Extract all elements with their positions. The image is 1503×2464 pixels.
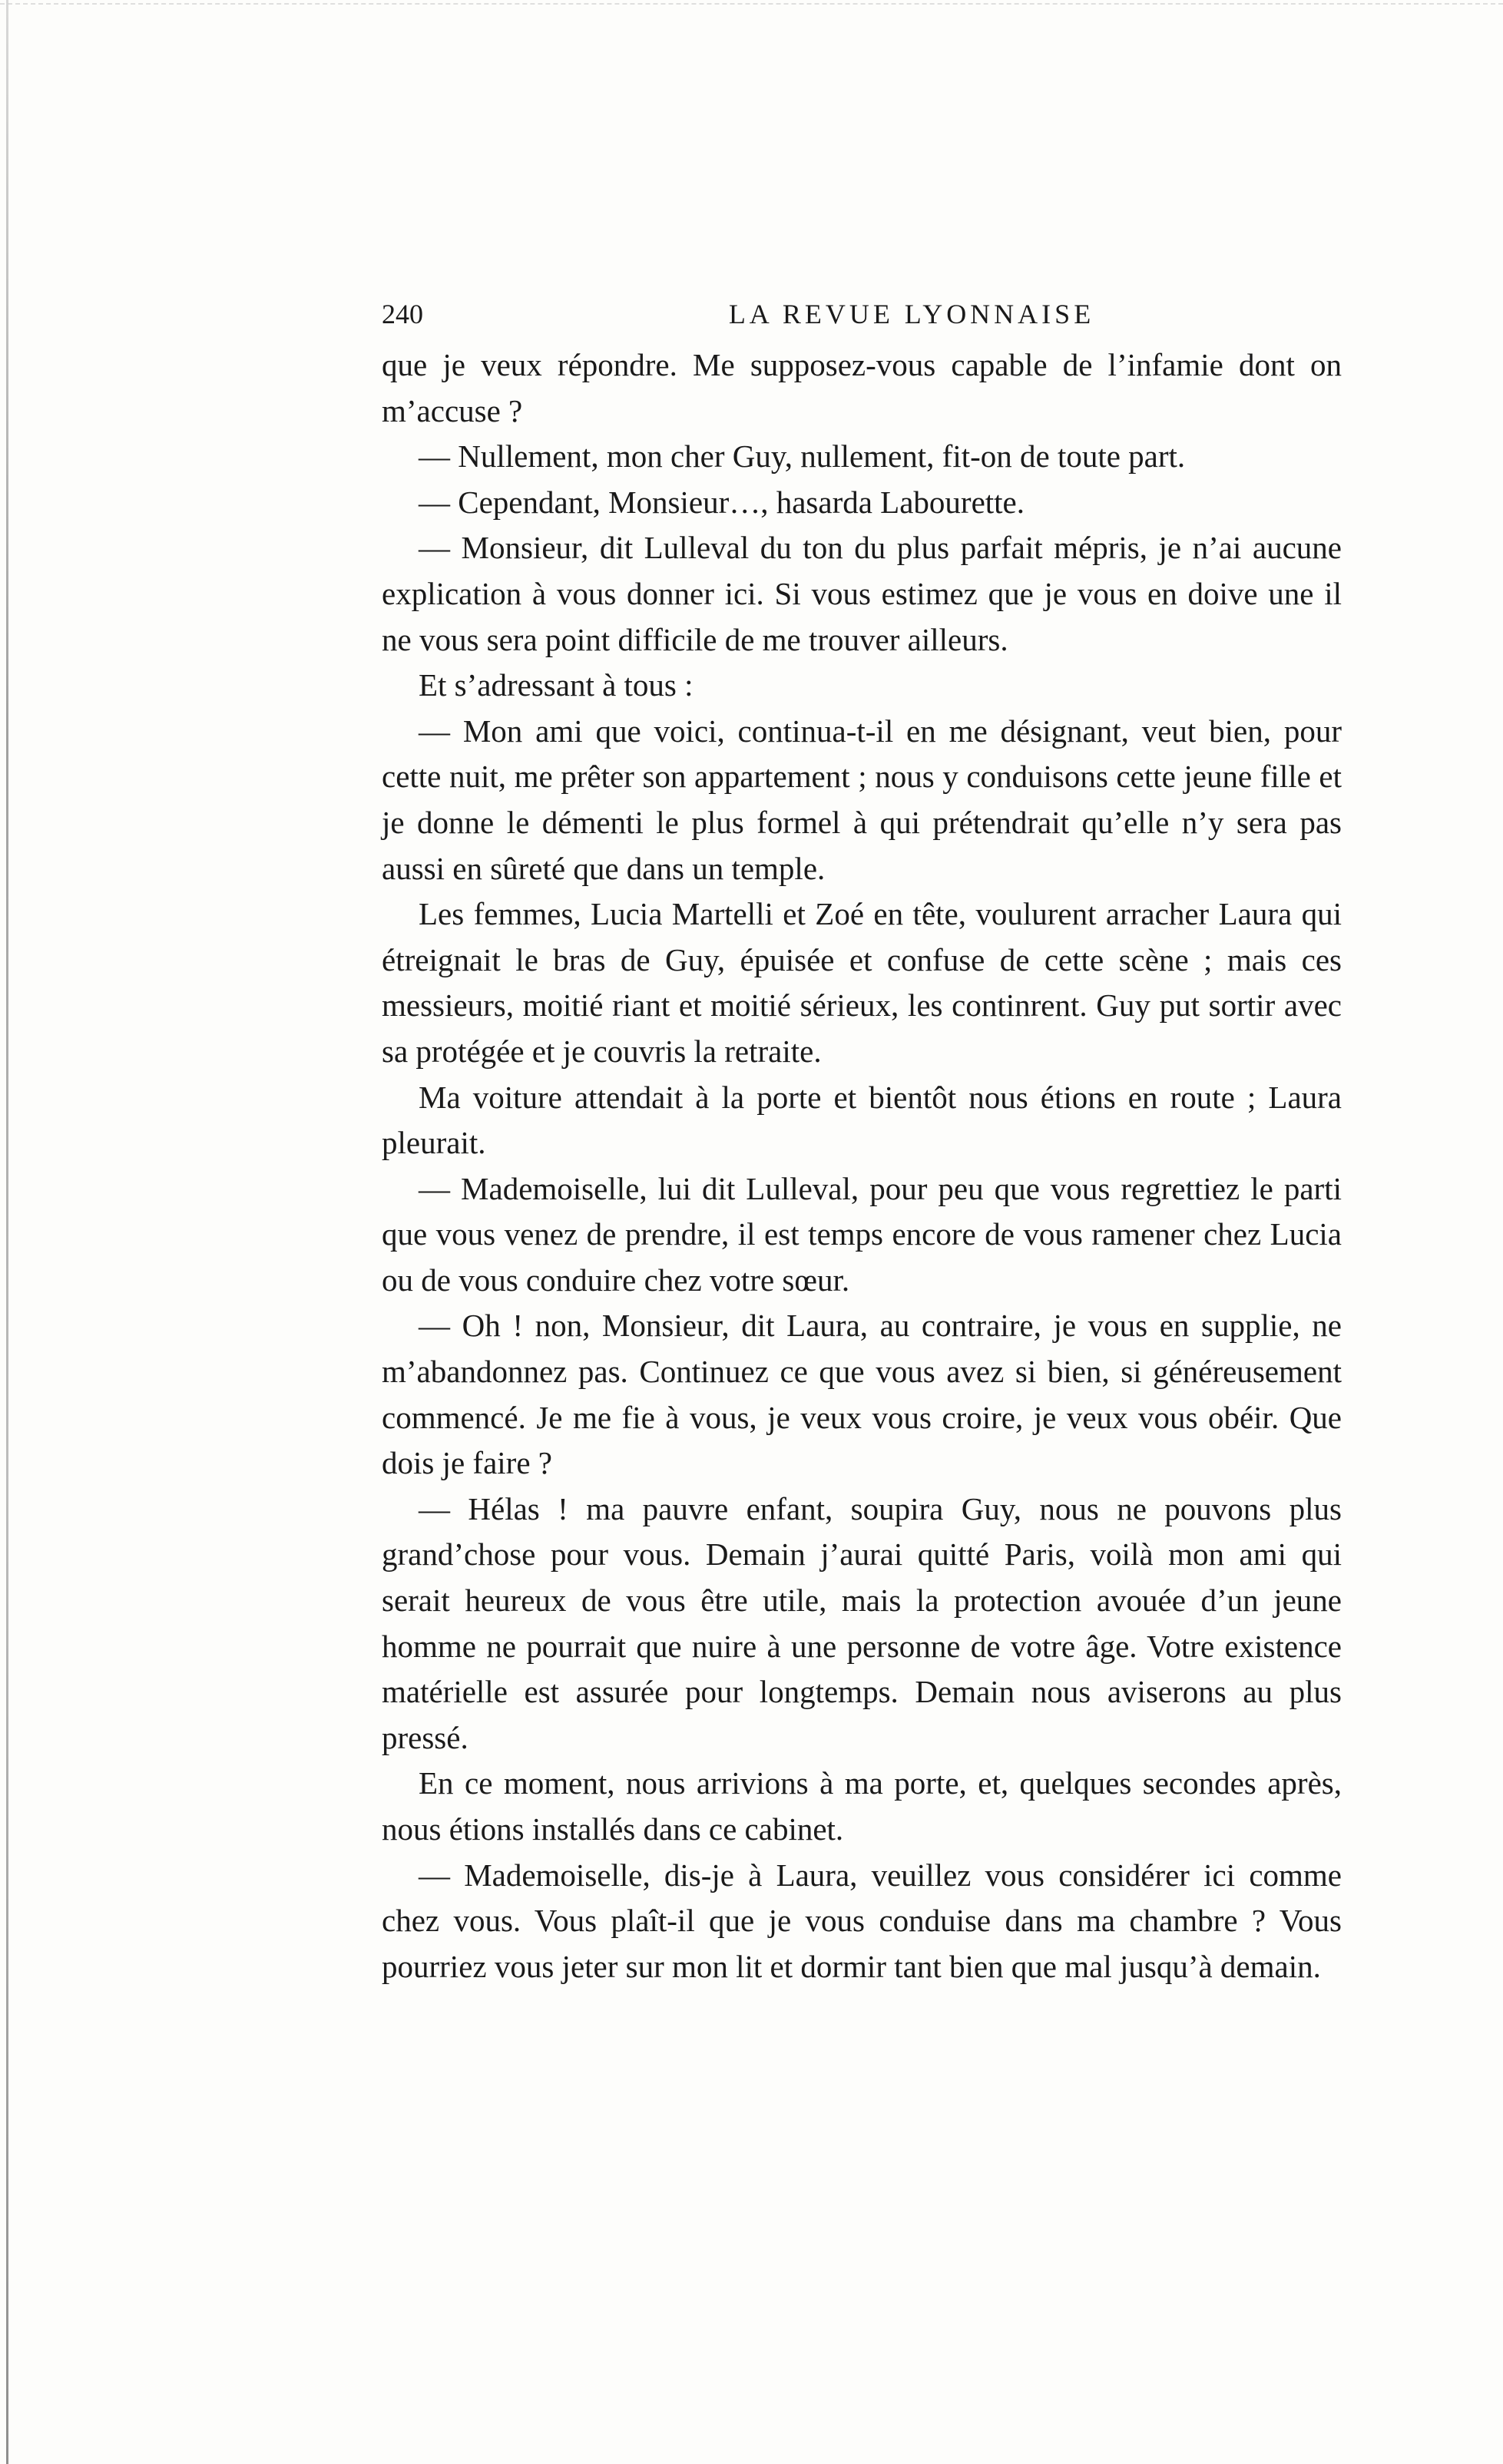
paragraph-dialogue: — Mon ami que voici, continua-t-il en me désignant, veut bien, pour cette nuit, me prêter son appartement ; nous y conduisons cette jeune fille et je donne le démenti le plus formel à qui prétendrait qu’elle n’y sera pas aussi en sûreté que dans un temple.: [382, 713, 1342, 886]
paragraph-dialogue: — Mademoiselle, dis-je à Laura, veuillez vous considérer ici comme chez vous. Vous plaît-il que je vous conduise dans ma chambre ? Vous pourriez vous jeter sur mon lit et dormir tant bien que mal jusqu’à demain.: [382, 1857, 1342, 1984]
scan-top-border: [0, 3, 1503, 5]
paragraph-dialogue: — Oh ! non, Monsieur, dit Laura, au contraire, je vous en supplie, ne m’abandonnez pas. Continuez ce que vous avez si bien, si généreusement commencé. Je me fie à vous, je veux vous croire, je veux vous obéir. Que dois je faire ?: [382, 1308, 1342, 1481]
paragraph: En ce moment, nous arrivions à ma porte, et, quelques secondes après, nous étions installés dans ce cabinet.: [382, 1765, 1342, 1847]
scan-edge: [6, 0, 8, 2464]
paragraph-dialogue: — Hélas ! ma pauvre enfant, soupira Guy, nous ne pouvons plus grand’chose pour vous. Demain j’aurai quitté Paris, voilà mon ami qui serait heureux de vous être utile, mais la protection avouée d’un jeune homme ne pourrait que nuire à une personne de votre âge. Votre existence matérielle est assurée pour longtemps. Demain nous aviserons au plus pressé.: [382, 1490, 1342, 1755]
paragraph-dialogue: — Cependant, Monsieur…, hasarda Labourette.: [419, 484, 1025, 520]
body-text: [382, 342, 1342, 1989]
paragraph: Et s’adressant à tous :: [419, 667, 694, 703]
paragraph-dialogue: — Monsieur, dit Lulleval du ton du plus parfait mépris, je n’ai aucune explication à vous donner ici. Si vous estimez que je vous en doive une il ne vous sera point difficile de me trouver ailleurs.: [382, 530, 1342, 657]
paragraph: Les femmes, Lucia Martelli et Zoé en tête, voulurent arracher Laura qui étreignait le bras de Guy, épuisée et confuse de cette scène ; mais ces messieurs, moitié riant et moitié sérieux, les continrent. Guy put sortir avec sa protégée et je couvris la retraite.: [382, 896, 1342, 1069]
paragraph: Ma voiture attendait à la porte et bientôt nous étions en route ; Laura pleurait.: [382, 1079, 1342, 1161]
paragraph-continuation: que je veux répondre. Me supposez-vous capable de l’infamie dont on m’accuse ?: [382, 347, 1342, 428]
running-head: [382, 292, 1342, 338]
journal-title: LA REVUE LYONNAISE: [728, 299, 1095, 329]
book-page: [382, 292, 1342, 1989]
paragraph-dialogue: — Nullement, mon cher Guy, nullement, fit-on de toute part.: [419, 438, 1186, 475]
paragraph-dialogue: — Mademoiselle, lui dit Lulleval, pour peu que vous regrettiez le parti que vous venez de prendre, il est temps encore de vous ramener chez Lucia ou de vous conduire chez votre sœur.: [382, 1170, 1342, 1298]
page-number: 240: [382, 299, 423, 329]
